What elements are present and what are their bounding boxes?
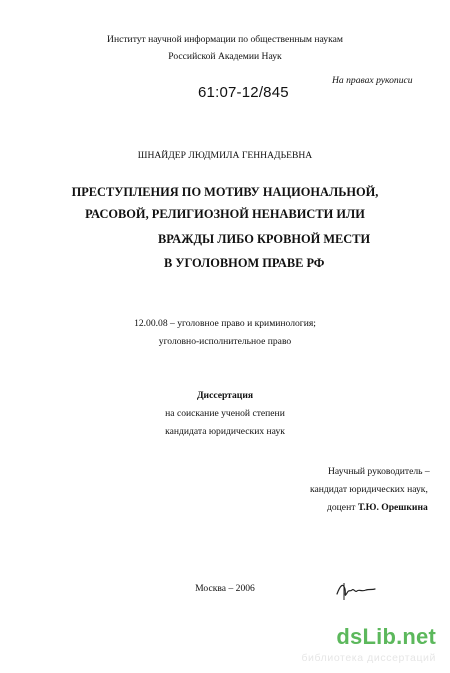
- author-name: ШНАЙДЕР ЛЮДМИЛА ГЕННАДЬЕВНА: [137, 150, 313, 161]
- title-line-2: РАСОВОЙ, РЕЛИГИОЗНОЙ НЕНАВИСТИ ИЛИ: [85, 207, 365, 221]
- specialty-line-2: уголовно-исполнительное право: [158, 336, 292, 347]
- watermark: [264, 624, 440, 668]
- institute-name-line2: Российской Академии Наук: [168, 51, 282, 62]
- title-line-3: ВРАЖДЫ ЛИБО КРОВНОЙ МЕСТИ: [158, 232, 371, 246]
- specialty-line-1: 12.00.08 – уголовное право и криминология;: [134, 318, 316, 329]
- dissertation-heading: Диссертация: [196, 390, 254, 401]
- degree-field-line: кандидата юридических наук: [165, 426, 285, 437]
- institute-name-line1: Институт научной информации по общественным наукам: [107, 34, 343, 45]
- advisor-name-line: [327, 502, 428, 514]
- rights-note: На правах рукописи: [332, 75, 413, 86]
- watermark-logo: dsLib.net: [336, 624, 436, 649]
- archive-code: 61:07-12/845: [198, 84, 289, 101]
- advisor-label: Научный руководитель –: [328, 466, 430, 477]
- city-year: Москва – 2006: [195, 583, 255, 594]
- title-line-1: ПРЕСТУПЛЕНИЯ ПО МОТИВУ НАЦИОНАЛЬНОЙ,: [71, 185, 379, 199]
- advisor-name: Т.Ю. Орешкина: [357, 502, 428, 513]
- degree-line: на соискание ученой степени: [165, 408, 285, 419]
- handwritten-signature: [335, 580, 377, 602]
- advisor-title: доцент: [327, 502, 356, 513]
- title-line-4: В УГОЛОВНОМ ПРАВЕ РФ: [164, 256, 325, 270]
- advisor-degree: кандидат юридических наук,: [310, 484, 428, 495]
- watermark-subtitle: библиотека диссертаций: [301, 652, 436, 664]
